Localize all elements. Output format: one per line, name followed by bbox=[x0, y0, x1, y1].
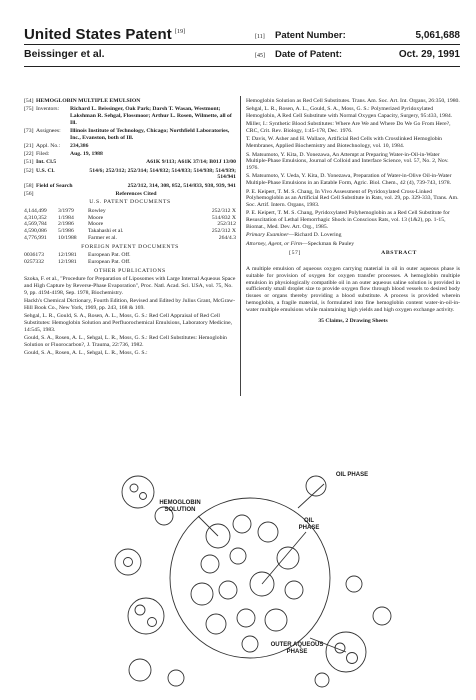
patent-citation-row: 0036173 12/1981 European Pat. Off. bbox=[24, 252, 131, 259]
us-patents-heading: U.S. PATENT DOCUMENTS bbox=[89, 199, 171, 206]
publication-citation: Szoka, F. et al., "Procedure for Preparation of Liposomes with Large Internal Aqueous Space and High Capture by Reverse-Phase Evaporation", Proc. Natl. Acad. Sci. USA, vol. 75, No. 9, pp. 4194-4198, Sep. 1978, Biochemistry. bbox=[24, 275, 236, 296]
publication-citation: Sehgal, L. R., Rosen, A. L., Gould, S. A., Moss, G. S.: Polymerized Pyridoxylated Hemoglobin, A Red Cell Substitute with Normal Oxygen Capacity, Surgery, 95:433, 1984. bbox=[246, 106, 453, 120]
abstract-text: A multiple emulsion of aqueous oxygen carrying material in oil in outer aqueous phase is suitable for provision of oxygen for oxygen transfer processes. A hemoglobin multiple emulsion in physiologically compatible oil in an outer aqueous saline solution is provided in sufficiently small droplet size to provide oxygen flow through blood vessels to desired body tissues or organs thereby providing a blood substitute. A process is provided wherein hemoglobin, a fragile material, is formulated into fine hemoglobin content water-in-oil-in-water multiple emulsions while maintaining high yields and high oxygen exchange activity. bbox=[246, 266, 460, 313]
inventors-field: [75] Inventors: Richard L. Beissinger, Oak Park; Darsh T. Wasan, Westmont; Lakshman R. Sehgal, Flossmoor; Arthur L. Rosen, Wilmette, all of Ill. bbox=[24, 106, 232, 126]
date-of-patent-row: [45] Date of Patent: Oct. 29, 1991 bbox=[255, 49, 460, 60]
patent-citation-row: 4,590,086 5/1986 Takahashi et al. 252/312 X bbox=[24, 228, 236, 235]
us-cl-field: [52] U.S. Cl. 514/6; 252/312; 252/314; 514/832; 514/833; 514/938; 514/939; 514/941 bbox=[24, 167, 236, 181]
column-divider bbox=[240, 96, 241, 396]
publication-citation: P. E. Keipert, T. M. S. Chang, In Vivo Assessment of Pyridoxylated Cross-Linked Polyhemoglobin as an Artificial Red Cell Substitute in Rats, vol. 29, pp. 329-333, Trans. Am. Soc. Artif. Intern. Organs, 1983. bbox=[246, 188, 459, 209]
label-oil-phase: OIL PHASE bbox=[335, 472, 369, 478]
label-oil-phase-small: OIL PHASE bbox=[298, 518, 320, 531]
references-cited-head: [56] References Cited bbox=[24, 190, 157, 197]
oil-droplet-small bbox=[373, 607, 391, 625]
hemoglobin-droplet bbox=[242, 636, 258, 652]
hemoglobin-droplet bbox=[135, 605, 145, 615]
publication-citation: Gould, S. A., Rosen, A. L., Sehgal, L. R., Moss, G. S.: Red Cell Substitutes: Hemoglobin Solution or Fluorocarbon?, J. Trauma, 22:736, 1982. bbox=[24, 334, 227, 348]
label-hemoglobin-solution: HEMOGLOBIN SOLUTION bbox=[159, 500, 201, 513]
publication-citation: S. Matsumoto, Y. Ueda, Y. Kita, D. Yonezawa, Preparation of Water-in-Olive Oil-in-Water Multiple-Phase Emulsions in an Eatable Form, Agric. Biol. Chem., 42 (4), 739-743, 1978. bbox=[246, 173, 452, 187]
leader-line bbox=[298, 484, 324, 508]
publication-citation: Miller, I.: Synthetic Blood Substitutes: Where Are We and Where Do We Go From Here?, CRC, Crit. Rev. Biology, 1:45-178, Dec. 1976. bbox=[246, 121, 451, 135]
claims-count: 35 Claims, 2 Drawing Sheets bbox=[318, 317, 388, 324]
patent-date: Oct. 29, 1991 bbox=[398, 49, 460, 60]
foreign-patents-heading: FOREIGN PATENT DOCUMENTS bbox=[81, 243, 179, 250]
hemoglobin-droplet bbox=[148, 618, 157, 627]
header-rule bbox=[24, 44, 460, 45]
publication-citation: Hemoglobin Solution as Red Cell Substitutes. Trans. Am. Soc. Art. Int. Organs, 26:350, 1980. bbox=[246, 98, 460, 104]
hemoglobin-droplet bbox=[201, 555, 219, 573]
hemoglobin-droplet bbox=[233, 515, 251, 533]
hemoglobin-droplet bbox=[124, 558, 133, 567]
primary-examiner: Primary Examiner—Richard D. Lovering bbox=[246, 232, 342, 239]
attorney-agent: Attorney, Agent, or Firm—Speckman & Pauley bbox=[246, 240, 355, 247]
title-field: [54] HEMOGLOBIN MULTIPLE EMULSION bbox=[24, 98, 141, 104]
appl-no-field: [21] Appl. No.: 234,386 bbox=[24, 142, 89, 149]
oil-droplet-small bbox=[306, 476, 326, 496]
emulsion-figure bbox=[110, 466, 406, 692]
oil-droplet-small bbox=[129, 659, 151, 681]
field-of-search: [58] Field of Search 252/312, 314, 308, 852, 514/833, 938, 939, 941 bbox=[24, 182, 236, 189]
publication-citation: Hackh's Chemical Dictionary, Fourth Edition, Revised and Edited by Julius Grant, McGraw-Hill Book Co., New York, 1969, pp. 243, 168 & 169. bbox=[24, 297, 236, 311]
patent-citation-row: 0257332 12/1981 European Pat. Off. bbox=[24, 258, 131, 265]
hemoglobin-droplet bbox=[237, 609, 255, 627]
oil-droplet-small bbox=[168, 670, 184, 686]
filed-field: [22] Filed: Aug. 19, 1988 bbox=[24, 151, 103, 158]
int-cl-field: [51] Int. Cl.5 A61K 9/113; A61K 37/14; B01J 13/00 bbox=[24, 159, 236, 166]
publication-citation: Sehgal, L. R., Gould, S. A., Rosen, A. L., Moss, G. S.: Red Cell Appraisal of Red Cell Substitutes: Hemoglobin Solution and Perfluorochemical Emulsions, Laboratory Medicine, 14:545, 1983. bbox=[24, 312, 233, 333]
header-rule-lower bbox=[24, 66, 460, 67]
us-patents-list bbox=[24, 208, 236, 242]
publication-citation: Gould, S. A., Rosen, A. L., Sehgal, L. R., Moss, G. S.: bbox=[24, 349, 148, 356]
other-publications-heading: OTHER PUBLICATIONS bbox=[94, 267, 166, 274]
patent-number-row: [11] Patent Number: 5,061,688 bbox=[255, 30, 460, 41]
emulsion-drawing bbox=[110, 466, 406, 692]
right-citations bbox=[246, 98, 460, 231]
hemoglobin-droplet bbox=[219, 581, 237, 599]
inventor-line: Beissinger et al. bbox=[24, 48, 105, 60]
publication-citation: T. Davis, W. Asher and H. Wallace, Artificial Red Cells with Crosslinked Hemoglobin Membranes, Applied Biochemistry and Biotechnology, vol. 10, 1984. bbox=[246, 136, 442, 150]
hemoglobin-droplet bbox=[206, 614, 226, 634]
hemoglobin-droplet bbox=[230, 548, 246, 564]
leader-line bbox=[198, 516, 218, 536]
label-outer-aqueous-phase: OUTER AQUEOUS PHASE bbox=[270, 642, 324, 655]
hemoglobin-droplet bbox=[258, 522, 278, 542]
foreign-patents-list bbox=[24, 252, 236, 266]
citations-abstract-column bbox=[246, 98, 460, 324]
hemoglobin-droplet bbox=[130, 484, 138, 492]
hemoglobin-droplet bbox=[191, 583, 213, 605]
oil-droplet-small bbox=[315, 673, 329, 687]
abstract-heading: [57] ABSTRACT bbox=[289, 250, 417, 257]
patent-citation-row: 4,776,991 10/1988 Farmer et al. 264/4.3 bbox=[24, 234, 236, 241]
hemoglobin-droplet bbox=[140, 493, 147, 500]
patent-number: 5,061,688 bbox=[415, 30, 460, 41]
hemoglobin-droplet bbox=[277, 547, 299, 569]
oil-droplet-small bbox=[115, 549, 141, 575]
patent-citation-row: 4,144,499 3/1979 Rowley 252/312 X bbox=[24, 207, 236, 214]
oil-droplet-small bbox=[122, 476, 154, 508]
patent-citation-row: 4,569,784 2/1986 Moore 252/312 bbox=[24, 221, 236, 228]
patent-header-title: United States Patent [19] bbox=[24, 26, 186, 43]
hemoglobin-droplet bbox=[265, 609, 287, 631]
oil-droplet-small bbox=[128, 598, 164, 634]
bibliographic-column bbox=[24, 98, 236, 358]
hemoglobin-droplet bbox=[285, 581, 303, 599]
oil-droplet-small bbox=[346, 576, 362, 592]
publication-citation: S. Matsumoto, Y. Kita, D. Yonezawa, An Attempt at Preparing Water-in-Oil-in-Water Multiple-Phase Emulsions, Journal of Colloid and Interface Science, vol. 57, No. 2, Nov. 1976. bbox=[246, 151, 449, 172]
left-citations bbox=[24, 276, 236, 357]
publication-citation: P. E. Keipert, T. M. S. Chang, Pyridoxylated Polyhemoglobin as a Red Cell Substitute for Resuscitation of Lethal Hemorrhagic Shock in Conscious Rats, vol. 13 (1&2), pp. 1-15, Biomat., Med. Dev. Art. Org., 1985. bbox=[246, 210, 450, 231]
assignee-field: [73] Assignees: Illinois Institute of Technology, Chicago; Northfield Laboratories, Inc., Evanston, both of Ill. bbox=[24, 127, 230, 141]
patent-citation-row: 4,310,352 1/1984 Moore 514/832 X bbox=[24, 214, 236, 221]
hemoglobin-droplet bbox=[347, 653, 358, 664]
